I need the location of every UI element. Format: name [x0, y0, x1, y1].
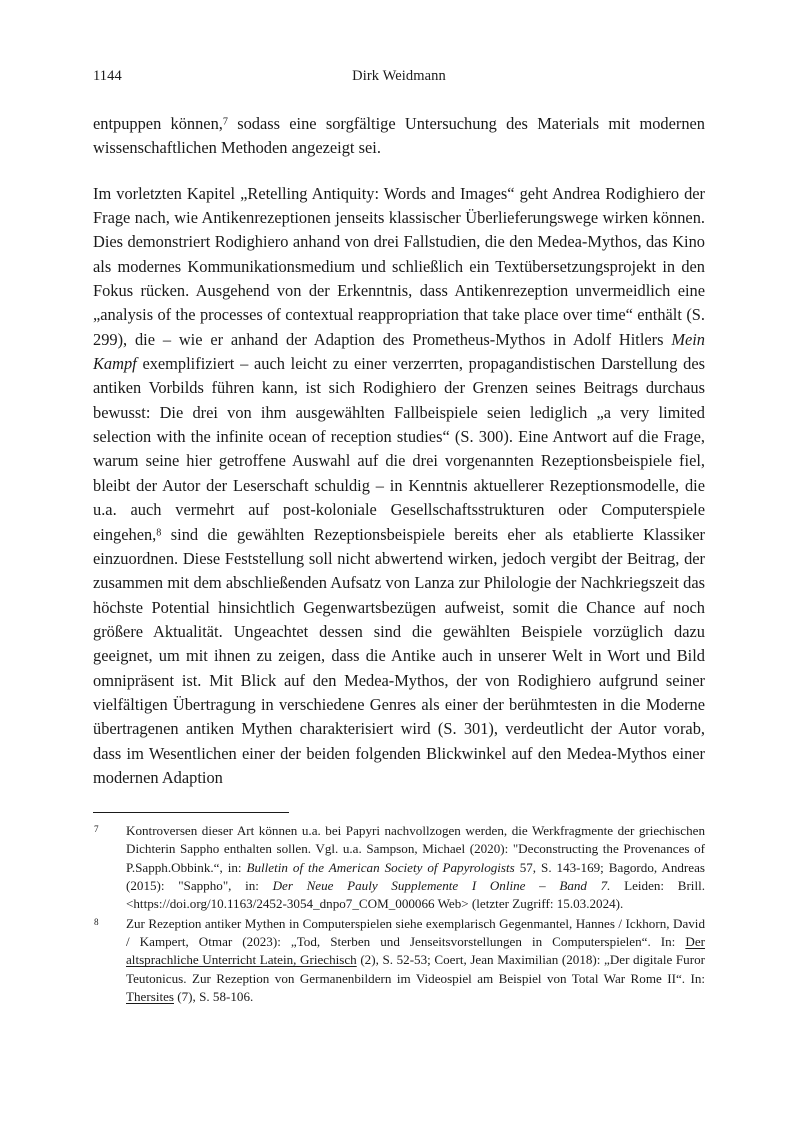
running-head	[93, 68, 705, 85]
footnote-reference: 7	[222, 116, 228, 128]
footnote-8	[93, 915, 705, 1007]
italic-text: Mein Kampf	[93, 329, 705, 374]
para-1	[93, 112, 705, 161]
text-run: Leiden: Brill. <https://doi.org/10.1163/2452-3054_dnpo7_COM_000066 Web> (letzter Zugriff: 15.03.2024).	[126, 878, 705, 912]
italic-text: Der Neue Pauly Supplemente I Online – Band 7.	[272, 878, 611, 894]
footnote-marker: 7	[94, 824, 99, 834]
text-run: (2), S. 52-53; Coert, Jean Maximilian (2018): „Der digitale Furor Teutonicus. Zur Rezeption von Germanenbildern im Videospiel am Beispiel von Total War Rome II“. In:	[126, 952, 705, 986]
underlined-title: Der altsprachliche Unterricht Latein, Griechisch	[126, 934, 705, 968]
text-run: sodass eine sorgfältige Untersuchung des Materials mit modernen wissenschaftlichen Methoden angezeigt sei.	[93, 114, 705, 158]
text-run: 57, S. 143-169; Bagordo, Andreas (2015): "Sappho", in:	[126, 859, 706, 894]
text-run: exemplifiziert – auch leicht zu einer verzerrten, propagandistischen Darstellung des antiken Vorbilds führen kann, ist sich Rodighiero der Grenzen seines Beitrags durchaus bewusst: Die drei von ihm ausgewählten Fallbeispiele seien lediglich „a very limited selection with the infinite ocean of reception studies“ (S. 300). Eine Antwort auf die Frage, warum seine hier getroffene Auswahl auf die drei vorgenannten Rezeptionsbeispiele fiel, bleibt der Autor der Leserschaft schuldig – in Kenntnis aktuellerer Rezeptionsmodelle, die u.a. auch vermehrt auf post-koloniale Gesellschaftsstrukturen oder Computerspiele eingehen,	[93, 354, 705, 544]
running-head-title: Dirk Weidmann	[352, 68, 446, 84]
footnote-section	[93, 812, 705, 1007]
body-text	[93, 112, 705, 790]
text-run: sind die gewählten Rezeptionsbeispiele bereits eher als etablierte Klassiker einzuordnen. Diese Feststellung soll nicht abwertend wirken, jedoch vergibt der Beitrag, der zusammen mit dem abschließenden Aufsatz von Lanza zur Philologie der Nachkriegszeit das höchste Potential hinsichtlich Gegenwartsbezügen aufweist, somit die Chance auf noch größere Aktualität. Ungeachtet dessen sind die gewählten Beispiele vorzüglich dazu geeignet, um mit ihnen zu zeigen, dass die Antike auch in unserer Welt in Wort und Bild omnipräsent ist. Mit Blick auf den Medea-Mythos, der von Rodighiero aufgrund seiner vielfältigen Übertragung in verschiedene Genres als einer der berühmtesten in die Moderne übertragenen antiken Mythen charakterisiert wird (S. 301), verdeutlicht der Autor vorab, dass im Wesentlichen einer der beiden folgenden Blickwinkel auf den Medea-Mythos einer modernen Adaption	[93, 524, 705, 787]
footnote-separator-rule	[93, 812, 289, 813]
footnote-text	[126, 823, 705, 911]
text-run: Im vorletzten Kapitel „Retelling Antiquity: Words and Images“ geht Andrea Rodighiero der Frage nach, wie Antikenrezeptionen jenseits klassischer Überlieferungswege wirken können. Dies demonstriert Rodighiero anhand von drei Fallstudien, die den Medea-Mythos, das Kino als modernes Kommunikationsmedium und schließlich ein Textübersetzungsprojekt in den Fokus rücken. Ausgehend von der Erkenntnis, dass Antikenrezeption unvermeidlich eine „analysis of the processes of contextual reappropriation that take place over time“ enthält (S. 299), die – wie er anhand der Adaption des Prometheus-Mythos in Adolf Hitlers	[93, 183, 705, 349]
text-run: Kontroversen dieser Art können u.a. bei Papyri nachvollzogen werden, die Werkfragmente der griechischen Dichterin Sappho enthalten sollen. Vgl. u.a. Sampson, Michael (2020): "Deconstructing the Provenances of P.Sapph.Obbink.“, in:	[126, 823, 705, 875]
footnote-reference: 8	[156, 526, 162, 538]
text-run: (7), S. 58-106.	[174, 989, 254, 1005]
footnote-marker: 8	[94, 916, 99, 927]
para-2	[93, 182, 705, 791]
footnote-7	[93, 822, 705, 914]
italic-text: Bulletin of the American Society of Papyrologists	[246, 859, 515, 875]
text-run: Zur Rezeption antiker Mythen in Computerspielen siehe exemplarisch Gegenmantel, Hannes / Ickhorn, David / Kampert, Otmar (2023): „Tod, Sterben und Jenseitsvorstellungen in Computerspielen“. In:	[126, 915, 705, 950]
text-run: entpuppen können,	[93, 114, 223, 133]
underlined-title: Thersites	[126, 989, 174, 1005]
footnote-text	[126, 916, 705, 1004]
page-number: 1144	[93, 68, 122, 84]
